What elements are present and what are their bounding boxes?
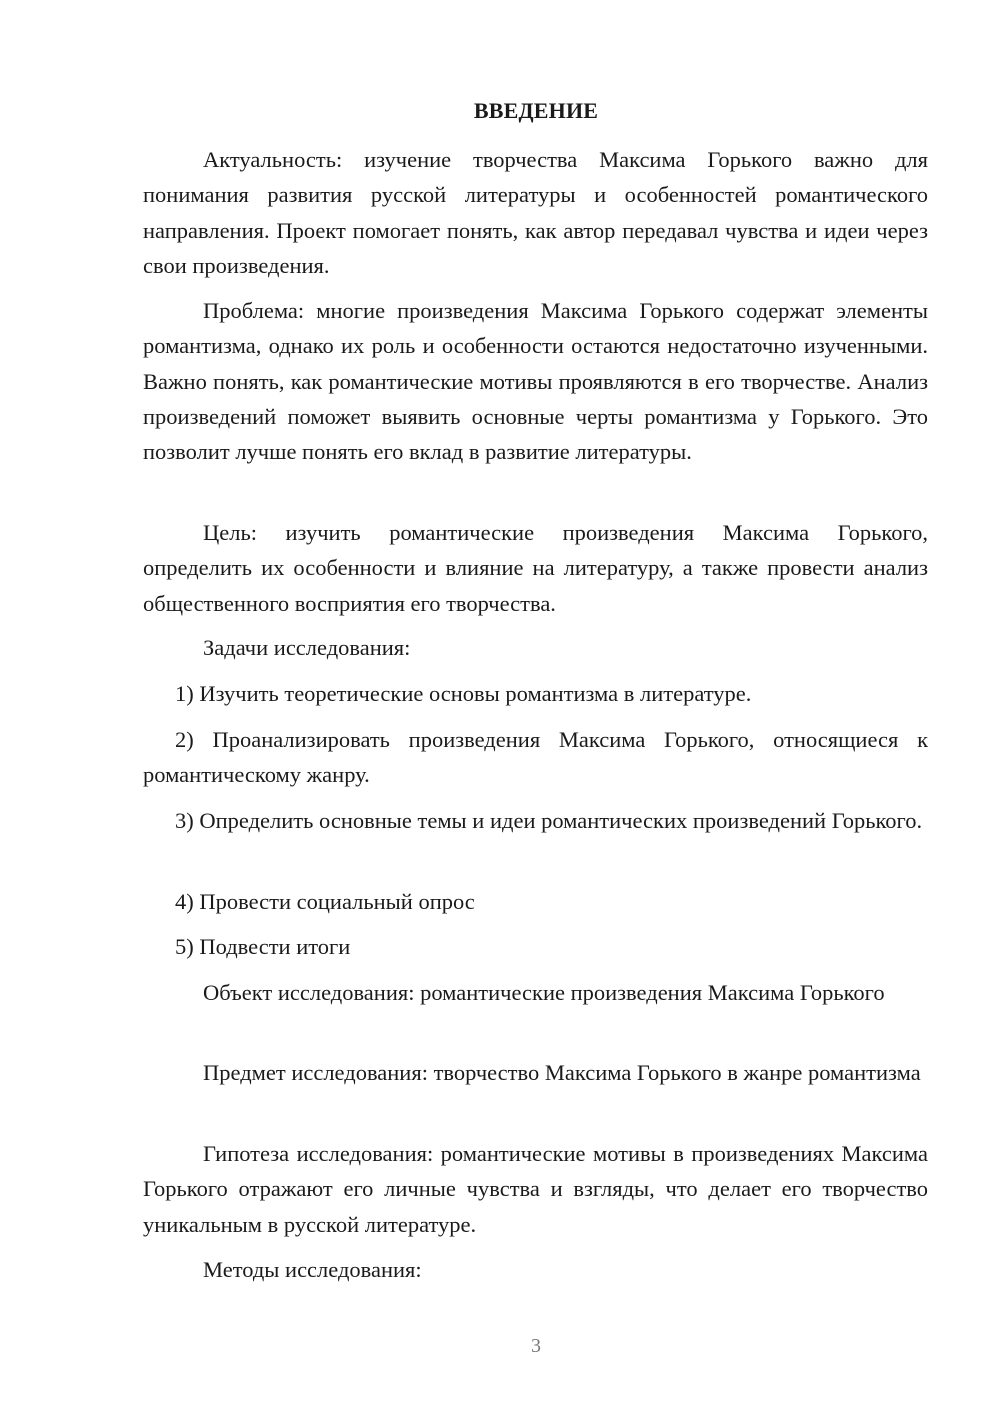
paragraph-object: Объект исследования: романтические произведения Максима Горького [203, 980, 885, 1005]
paragraph-hypothesis: Гипотеза исследования: романтические мотивы в произведениях Максима Горького отражают его личные чувства и взгляды, что делает его творчество уникальным в русской литературе. [143, 1141, 928, 1237]
section-title: ВВЕДЕНИЕ [473, 98, 599, 123]
paragraph-subject: Предмет исследования: творчество Максима Горького в жанре романтизма [203, 1060, 921, 1085]
page-number: 3 [531, 1335, 541, 1357]
task-item-2: 2) Проанализировать произведения Максима Горького, относящиеся к романтическому жанру. [143, 727, 928, 788]
paragraph-relevance: Актуальность: изучение творчества Максима Горького важно для понимания развития русской литературы и особенностей романтического направления. Проект помогает понять, как автор передавал чувства и идеи через свои произведения. [143, 147, 928, 278]
paragraph-problem: Проблема: многие произведения Максима Горького содержат элементы романтизма, однако их роль и особенности остаются недостаточно изученными. Важно понять, как романтические мотивы проявляются в его творчестве. Анализ произведений поможет выявить основные черты романтизма у Горького. Это позволит лучше понять его вклад в развитие литературы. [143, 298, 928, 465]
task-item-3: 3) Определить основные темы и идеи романтических произведений Горького. [175, 808, 923, 833]
paragraph-goal: Цель: изучить романтические произведения Максима Горького, определить их особенности и влияние на литературу, а также провести анализ общественного восприятия его творчества. [143, 520, 928, 616]
task-item-1: 1) Изучить теоретические основы романтизма в литературе. [175, 681, 752, 706]
paragraph-tasks-heading: Задачи исследования: [203, 635, 411, 660]
paragraph-methods-heading: Методы исследования: [203, 1257, 422, 1282]
task-item-5: 5) Подвести итоги [175, 934, 351, 959]
task-item-4: 4) Провести социальный опрос [175, 889, 475, 914]
